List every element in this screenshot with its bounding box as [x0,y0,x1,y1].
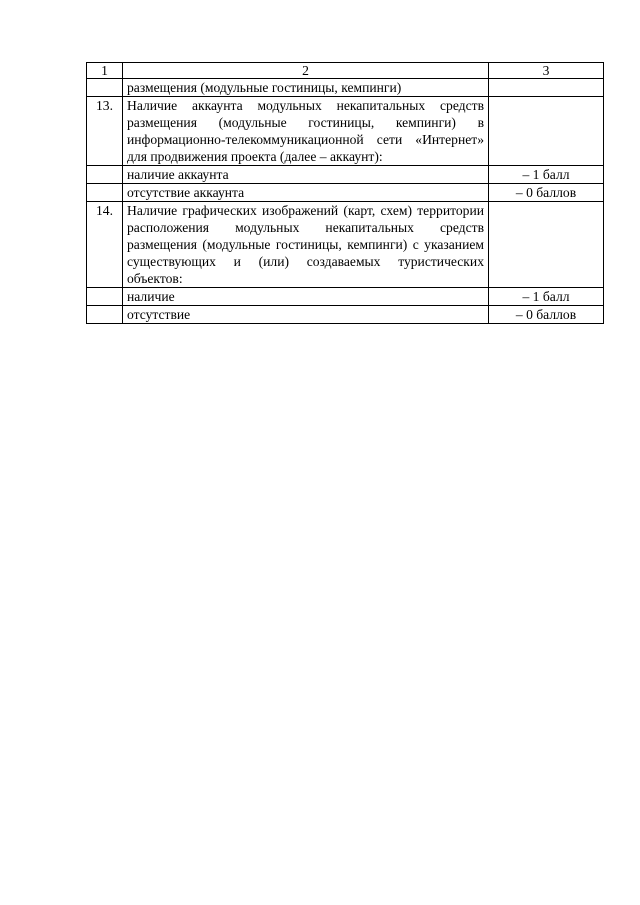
header-cell-description: 2 [123,63,489,79]
row-score: – 1 балл [489,288,604,306]
table-row [87,288,604,306]
table-row [87,184,604,202]
row-score [489,97,604,166]
row-score: – 1 балл [489,166,604,184]
table-header-row [87,63,604,79]
row-number [87,79,123,97]
row-number [87,288,123,306]
row-number [87,306,123,324]
row-text: отсутствие [123,306,489,324]
criteria-table [86,62,604,324]
table-row [87,79,604,97]
row-number: 13. [87,97,123,166]
row-number [87,166,123,184]
row-number [87,184,123,202]
header-cell-number: 1 [87,63,123,79]
row-text: размещения (модульные гостиницы, кемпинги) [123,79,489,97]
header-cell-score: 3 [489,63,604,79]
row-score [489,79,604,97]
row-text: Наличие графических изображений (карт, схем) территории расположения модульных некапитальных средств размещения (модульные гостиницы, кемпинги) с указанием существующих и (или) создаваемых туристических объектов: [123,202,489,288]
row-text: отсутствие аккаунта [123,184,489,202]
row-score: – 0 баллов [489,184,604,202]
row-text: Наличие аккаунта модульных некапитальных средств размещения (модульные гостиницы, кемпинги) в информационно-телекоммуникационной сети «Интернет» для продвижения проекта (далее – аккаунт): [123,97,489,166]
row-score: – 0 баллов [489,306,604,324]
table-row [87,202,604,288]
table-row [87,306,604,324]
row-text: наличие аккаунта [123,166,489,184]
row-text: наличие [123,288,489,306]
table-row [87,166,604,184]
row-score [489,202,604,288]
table-row [87,97,604,166]
row-number: 14. [87,202,123,288]
